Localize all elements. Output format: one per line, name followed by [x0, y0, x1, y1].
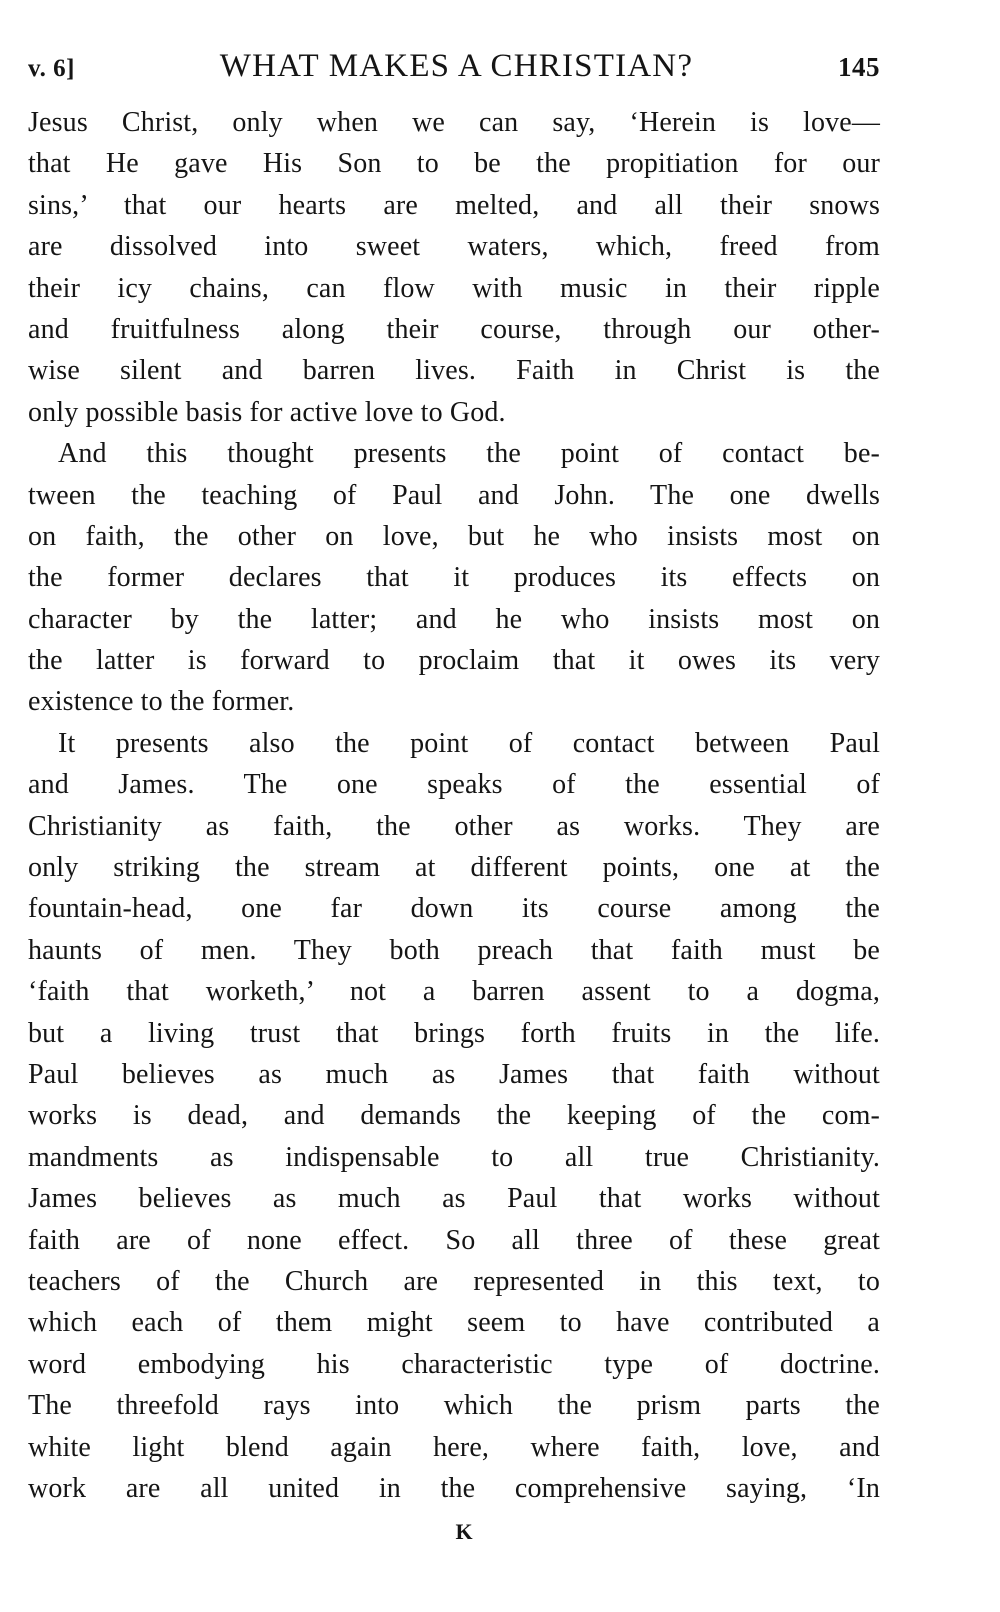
text-line: on faith, the other on love, but he who insists most on	[28, 520, 880, 552]
page-number: 145	[837, 52, 880, 82]
text-line: white light blend again here, where faith, love, and	[28, 1431, 880, 1463]
text-line: existence to the former.	[28, 686, 295, 718]
text-line: James believes as much as Paul that works without	[28, 1183, 880, 1215]
text-line: tween the teaching of Paul and John. The one dwells	[28, 479, 880, 511]
text-line: the latter is forward to proclaim that it owes its very	[28, 645, 880, 677]
book-page	[28, 40, 880, 1545]
text-line: mandments as indispensable to all true Christianity.	[28, 1141, 880, 1173]
text-line: Jesus Christ, only when we can say, ‘Herein is love—	[28, 107, 880, 138]
text-line: The threefold rays into which the prism parts the	[28, 1390, 880, 1422]
paragraph	[28, 433, 880, 723]
text-line: works is dead, and demands the keeping of the com-	[28, 1100, 880, 1132]
text-line: haunts of men. They both preach that faith must be	[28, 934, 880, 966]
text-line: which each of them might seem to have contributed a	[28, 1307, 880, 1339]
text-line: that He gave His Son to be the propitiation for our	[28, 148, 880, 180]
text-line: their icy chains, can flow with music in their ripple	[28, 272, 880, 304]
running-head	[28, 40, 880, 92]
text-line: are dissolved into sweet waters, which, freed from	[28, 231, 880, 263]
text-line: only possible basis for active love to God.	[28, 396, 506, 428]
text-line: fountain-head, one far down its course among the	[28, 893, 880, 925]
text-line: word embodying his characteristic type of doctrine.	[28, 1348, 880, 1380]
text-line: It presents also the point of contact between Paul	[58, 727, 880, 759]
text-line: character by the latter; and he who insists most on	[28, 603, 880, 635]
paragraph	[28, 102, 880, 433]
chapter-verse-ref: v. 6]	[28, 55, 75, 82]
text-line: and fruitfulness along their course, through our other-	[28, 313, 880, 345]
text-line: and James. The one speaks of the essential of	[28, 769, 880, 801]
text-line: wise silent and barren lives. Faith in Christ is the	[28, 355, 880, 387]
text-line: sins,’ that our hearts are melted, and all their snows	[28, 189, 880, 221]
text-line: teachers of the Church are represented in this text, to	[28, 1265, 880, 1297]
paragraph	[28, 723, 880, 1509]
text-line: Paul believes as much as James that faith without	[28, 1058, 880, 1090]
text-line: only striking the stream at different points, one at the	[28, 852, 880, 884]
text-line: the former declares that it produces its effects on	[28, 562, 880, 594]
text-line: And this thought presents the point of contact be-	[58, 438, 880, 470]
text-line: but a living trust that brings forth fruits in the life.	[28, 1017, 880, 1049]
page-title: WHAT MAKES A CHRISTIAN?	[219, 48, 694, 84]
signature-mark: K	[455, 1519, 473, 1545]
text-line: faith are of none effect. So all three of these great	[28, 1224, 880, 1256]
text-line: ‘faith that worketh,’ not a barren assent to a dogma,	[28, 976, 880, 1008]
text-line: work are all united in the comprehensive saying, ‘In	[28, 1472, 880, 1504]
text-line: Christianity as faith, the other as works. They are	[28, 810, 880, 842]
body-text	[28, 102, 880, 1509]
